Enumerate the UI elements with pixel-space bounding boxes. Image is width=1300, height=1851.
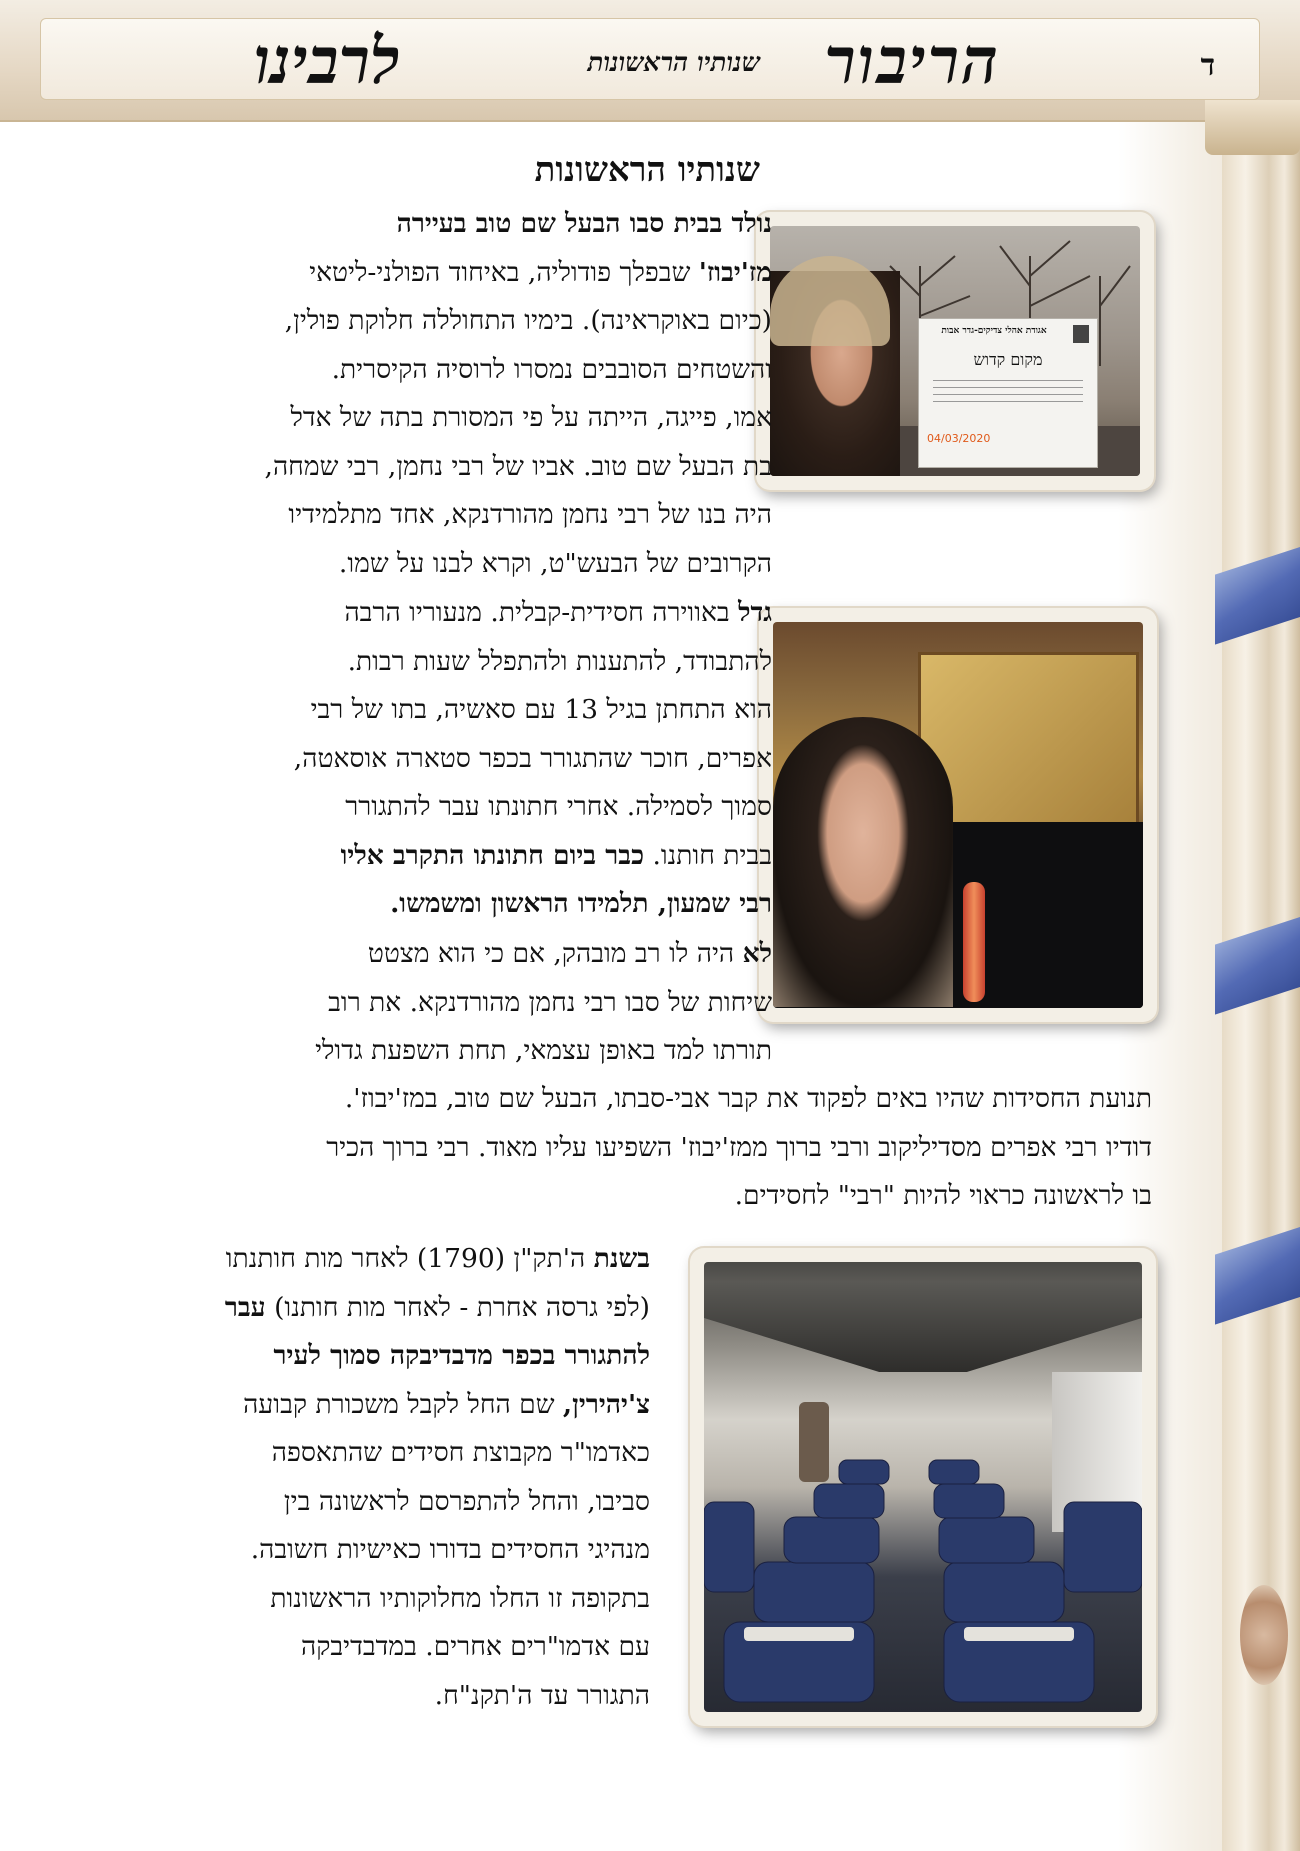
text-line [160,491,772,540]
body-text: והשטחים הסובבים נמסרו לרוסיה הקיסרית. [331,353,772,385]
body-text: להתבודד, להתענות ולהתפלל שעות רבות. [347,645,772,677]
body-text: כאדמו"ר מקבוצת חסידים שהתאספה [271,1437,650,1468]
text-line [150,1478,650,1527]
body-text: באווירה חסידית-קבלית. מנעוריו הרבה [344,597,739,628]
paragraph-youth [160,589,772,929]
text-line [160,832,772,881]
person-photo-2 [773,717,953,1007]
text-line [160,880,772,929]
photo-selfie-tomb [759,608,1157,1022]
body-text: תנועת החסידות שהיו באים לפקוד את קבר אבי-סבתו, הבעל שם טוב, במז'יבוז'. [344,1083,1152,1114]
page-number: ד [1200,48,1215,83]
text-line [160,783,772,832]
bold-text: בשנת [593,1243,650,1274]
bold-text: להתגורר בכפר מדבדיבקה סמוך לעיר [273,1340,650,1371]
publication-title: הריבור [824,24,1000,99]
text-line [150,1284,650,1333]
paragraph-medvedivka [150,1235,650,1720]
chapter-subtitle: שנותיו הראשונות [587,48,760,78]
text-line [160,979,772,1028]
body-text: מנהיגי החסידים בדורו כאישיות חשובה. [250,1534,650,1565]
text-line [150,1526,650,1575]
article-heading: שנותיו הראשונות [534,150,760,190]
sign-date: 04/03/2020 [927,432,991,445]
body-text: בתקופה זו החלו מחלוקותיו הראשונות [270,1582,650,1614]
body-text: היה לו רב מובהק, אם כי הוא מצטט [367,938,743,969]
paragraph-teachers [160,930,772,1076]
text-line [160,394,772,443]
body-text: אפרים, חוכר שהתגורר בכפר סטארה אוסאטה, [293,742,772,774]
text-line [160,297,772,346]
text-line [160,443,772,492]
text-line [152,1172,1152,1221]
body-text: בת הבעל שם טוב. אביו של רבי נחמן, רבי שמחה, [264,450,772,482]
text-line [150,1623,650,1672]
photo-airplane-cabin [690,1248,1156,1726]
sign-organization: אגודת אהלי צדיקים-גדר אבות [941,326,1047,336]
bold-text: צ'יהירין, [562,1388,650,1420]
seat-rows-illustration [704,1262,1142,1712]
ornament-icon [1240,1585,1288,1685]
paragraph-birth [160,200,772,588]
bold-text: גדל [738,597,772,628]
sign-title: מקום קדוש [973,350,1043,369]
body-text: הקרובים של הבעש"ט, וקרא לבנו על שמו. [338,547,772,579]
publication-brand: לרבינו [253,24,400,99]
text-line [150,1332,650,1381]
text-line [160,200,772,249]
text-line [150,1672,650,1721]
paragraph-teachers-wide [152,1075,1152,1221]
bold-text: נולד בבית סבו הבעל שם טוב בעיירה [396,208,772,239]
body-text: שם החל לקבל משכורת קבועה [243,1388,563,1420]
body-text: הוא התחתן בגיל 13 עם סאשיה, בתו של רבי [310,694,772,725]
page-header [0,0,1300,122]
text-line [160,638,772,687]
sign-text-lines [933,380,1083,406]
text-line [152,1075,1152,1124]
text-line [160,930,772,979]
text-line [150,1575,650,1624]
candle-holder [963,882,985,1002]
bold-text: לא [742,938,772,969]
body-text: שבפלך פודוליה, באיחוד הפולני-ליטאי [309,256,699,288]
text-line [150,1381,650,1430]
body-text: (כיום באוקראינה). בימיו התחוללה חלוקת פולין, [284,305,772,336]
body-text: בבית חותנו. [644,839,772,871]
body-text: סביבו, והחל להתפרסם לראשונה בין [283,1485,650,1517]
bold-text: כבר ביום חתונתו התקרב אליו [340,839,645,871]
body-text: עם אדמו"רים אחרים. במדבדיבקה [300,1631,650,1662]
body-text: סמוך לסמילה. אחרי חתונתו עבר להתגורר [345,791,772,822]
passenger-figure [799,1402,829,1482]
text-line [160,1027,772,1076]
body-text: דודיו רבי אפרים מסדיליקוב ורבי ברוך ממז'יבוז' השפיעו עליו מאוד. רבי ברוך הכיר [326,1131,1152,1163]
body-text: ה'תק"ן (1790) לאחר מות חותנתו [225,1243,594,1274]
text-line [150,1429,650,1478]
text-line [160,540,772,589]
body-text: התגורר עד ה'תקנ"ח. [434,1679,650,1711]
body-text: תורתו למד באופן עצמאי, תחת השפעת גדולי [315,1035,772,1066]
column-capital [1205,100,1300,155]
text-line [160,249,772,298]
text-line [160,735,772,784]
text-line [160,589,772,638]
bold-text: מז'יבוז' [698,256,772,288]
text-line [160,346,772,395]
text-line [152,1124,1152,1173]
sign-logo-icon [1073,325,1089,343]
body-text: היה בנו של רבי נחמן מהורדנקא, אחד מתלמידיו [288,499,772,530]
text-line [160,686,772,735]
photo-gravesite-sign [756,212,1154,490]
body-text: בו לראשונה כראוי להיות "רבי" לחסידים. [734,1180,1152,1211]
body-text: אמו, פייגה, הייתה על פי המסורת בתה של אדל [290,402,772,433]
text-line [150,1235,650,1284]
memorial-sign [918,318,1098,468]
body-text: (לפי גרסה אחרת - לאחר מות חותנו) [265,1291,650,1323]
body-text: שיחות של סבו רבי נחמן מהורדנקא. את רוב [328,986,772,1018]
bold-text: רבי שמעון, תלמידו הראשון ומשמשו. [390,888,772,919]
bold-text: עבר [224,1291,266,1323]
